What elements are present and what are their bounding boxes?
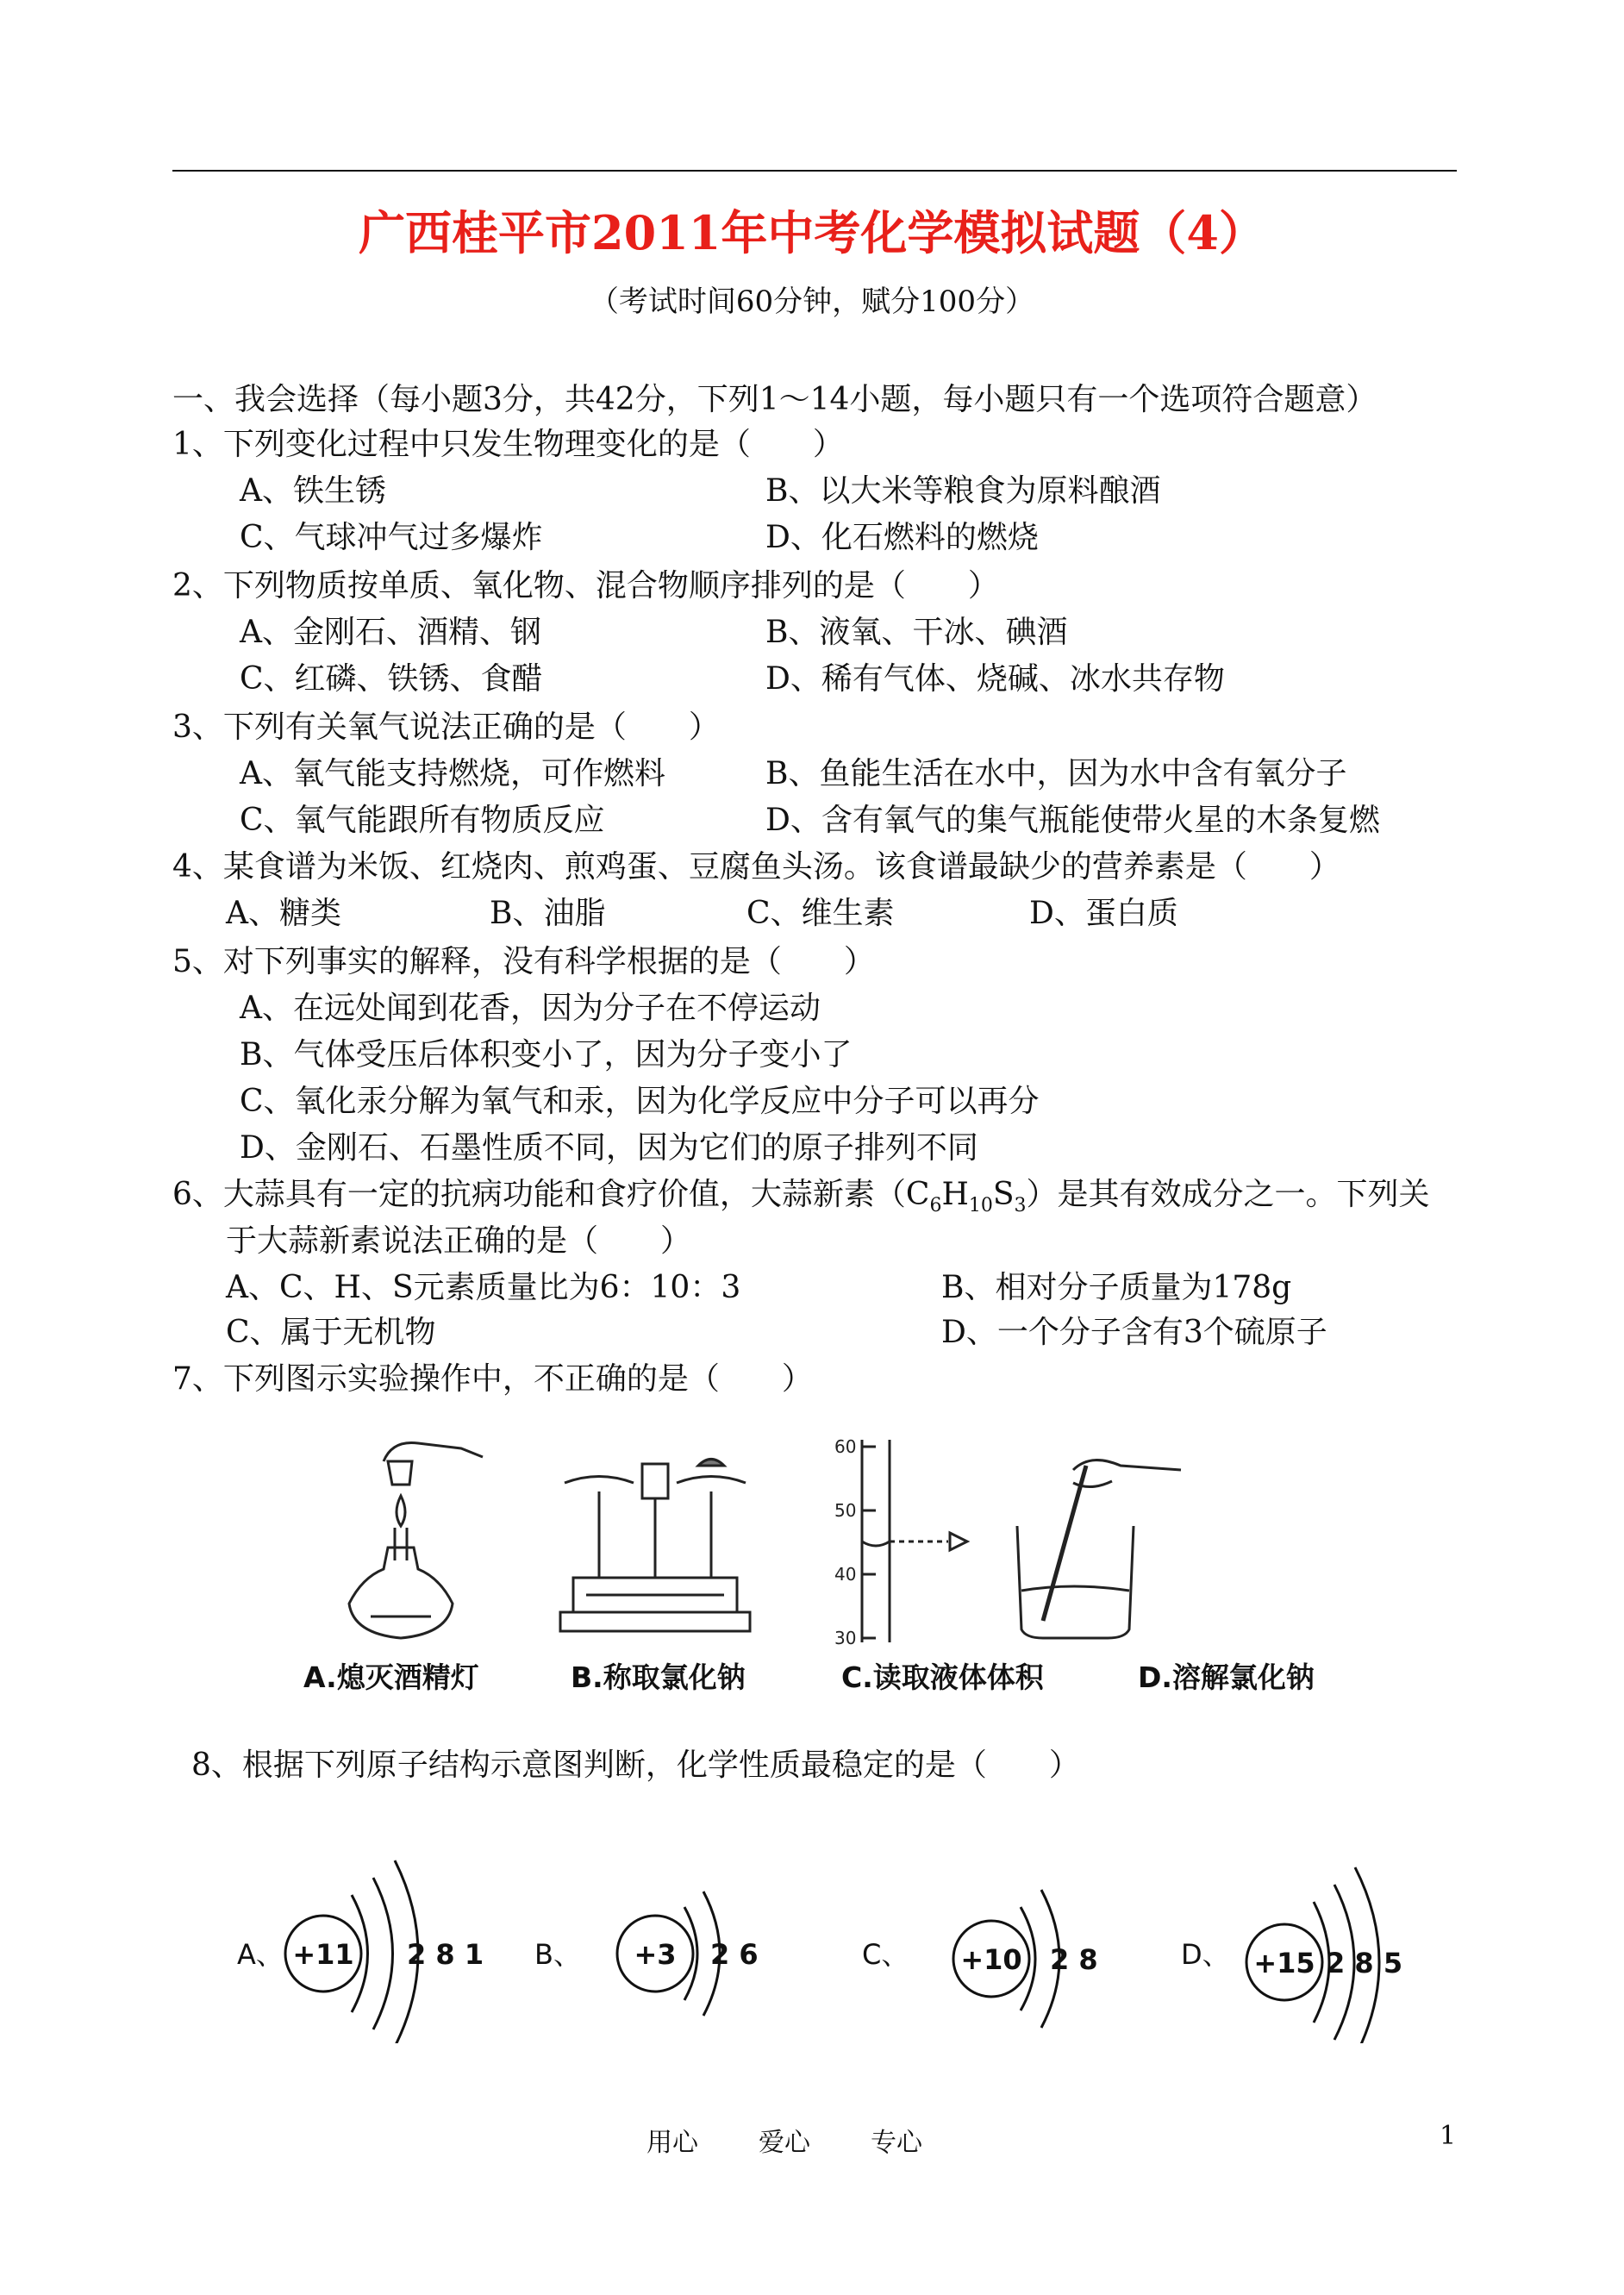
section-heading: 一、我会选择（每小题3分，共42分，下列1～14小题，每小题只有一个选项符合题意） xyxy=(172,382,1377,417)
question-6-option-d: D、一个分子含有3个硫原子 xyxy=(941,1315,1327,1350)
question-4-stem: 4、某食谱为米饭、红烧肉、煎鸡蛋、豆腐鱼头汤。该食谱最缺少的营养素是（ ） xyxy=(172,849,1340,885)
balance-figure xyxy=(560,1460,750,1632)
question-4-option-a: A、糖类 xyxy=(226,896,341,931)
page-number: 1 xyxy=(1440,2121,1457,2151)
question-5-option-d: D、金刚石、石墨性质不同，因为它们的原子排列不同 xyxy=(240,1130,978,1166)
atom-a-electrons: 2 8 1 xyxy=(407,1938,484,1971)
question-1-option-c: C、气球冲气过多爆炸 xyxy=(240,520,543,555)
question-6-option-c: C、属于无机物 xyxy=(226,1315,436,1350)
atom-d-electrons: 2 8 5 xyxy=(1326,1947,1403,1979)
page-title: 广西桂平市2011年中考化学模拟试题（4） xyxy=(359,205,1265,260)
question-2-option-c: C、红磷、铁锈、食醋 xyxy=(240,661,543,697)
question-1-option-d: D、化石燃料的燃烧 xyxy=(765,520,1039,555)
atom-b-electrons: 2 6 xyxy=(710,1938,759,1971)
question-4-option-d: D、蛋白质 xyxy=(1029,896,1178,931)
exam-info: （考试时间60分钟，赋分100分） xyxy=(589,285,1035,319)
question-3-stem: 3、下列有关氧气说法正确的是（ ） xyxy=(172,710,720,745)
question-6-option-b: B、相对分子质量为178g xyxy=(941,1270,1292,1305)
question-7-stem: 7、下列图示实验操作中，不正确的是（ ） xyxy=(172,1361,813,1397)
question-8-stem: 8、根据下列原子结构示意图判断，化学性质最稳定的是（ ） xyxy=(191,1748,1080,1783)
atom-d-letter: D、 xyxy=(1181,1938,1230,1971)
question-4-option-b: B、油脂 xyxy=(490,896,606,931)
question-4-option-c: C、维生素 xyxy=(746,896,895,931)
question-1-stem: 1、下列变化过程中只发生物理变化的是（ ） xyxy=(172,427,844,462)
question-5-option-b: B、气体受压后体积变小了，因为分子变小了 xyxy=(240,1037,853,1072)
atom-c-charge: +10 xyxy=(960,1943,1022,1976)
figure-label-c: C.读取液体体积 xyxy=(841,1660,1044,1694)
question-2-option-b: B、液氧、干冰、碘酒 xyxy=(765,615,1068,650)
dissolving-beaker-figure xyxy=(1017,1460,1181,1638)
footer-motto-2: 爱心 xyxy=(759,2128,810,2158)
figure-label-d: D.溶解氯化钠 xyxy=(1138,1660,1315,1694)
cylinder-tick-labels xyxy=(834,1436,856,1648)
question-6-stem-line1: 6、大蒜具有一定的抗病功能和食疗价值，大蒜新素$(C_6H_{10}S_3)$是其有效成分之一。下列关 xyxy=(172,1177,1430,1217)
atom-structure-diagrams xyxy=(215,1836,1465,2043)
figure-label-a: A.熄灭酒精灯 xyxy=(303,1660,479,1694)
question-3-option-d: D、含有氧气的集气瓶能使带火星的木条复燃 xyxy=(765,803,1380,838)
atom-b-charge: +3 xyxy=(634,1938,677,1971)
atom-a-letter: A、 xyxy=(237,1938,284,1971)
tick-40: 40 xyxy=(834,1564,857,1585)
graduated-cylinder-figure xyxy=(862,1440,967,1642)
question-6-option-a: A、C、H、S元素质量比为6：10：3 xyxy=(226,1270,741,1305)
tick-60: 60 xyxy=(834,1436,857,1457)
question-3-option-a: A、氧气能支持燃烧，可作燃料 xyxy=(240,756,665,791)
question-3-option-c: C、氧气能跟所有物质反应 xyxy=(240,803,605,838)
tick-50: 50 xyxy=(834,1500,857,1521)
atom-d-charge: +15 xyxy=(1253,1947,1315,1979)
atom-c-letter: C、 xyxy=(862,1938,909,1971)
figure-label-b: B.称取氯化钠 xyxy=(571,1660,746,1694)
atom-c-electrons: 2 8 xyxy=(1050,1943,1098,1976)
alcohol-lamp-figure xyxy=(349,1442,483,1638)
footer-motto-1: 用心 xyxy=(646,2128,698,2158)
tick-30: 30 xyxy=(834,1628,857,1648)
question-3-option-b: B、鱼能生活在水中，因为水中含有氧分子 xyxy=(765,756,1347,791)
question-5-stem: 5、对下列事实的解释，没有科学根据的是（ ） xyxy=(172,944,875,979)
question-2-option-d: D、稀有气体、烧碱、冰水共存物 xyxy=(765,661,1225,697)
atom-a-charge: +11 xyxy=(292,1938,354,1971)
header-rule xyxy=(172,170,1457,172)
question-2-option-a: A、金刚石、酒精、钢 xyxy=(240,615,541,650)
question-1-option-b: B、以大米等粮食为原料酿酒 xyxy=(765,473,1161,509)
atom-b-letter: B、 xyxy=(534,1938,581,1971)
question-2-stem: 2、下列物质按单质、氧化物、混合物顺序排列的是（ ） xyxy=(172,568,999,603)
question-5-option-a: A、在远处闻到花香，因为分子在不停运动 xyxy=(240,991,821,1026)
question-5-option-c: C、氧化汞分解为氧气和汞，因为化学反应中分子可以再分 xyxy=(240,1084,1040,1119)
question-6-stem-line2: 于大蒜新素说法正确的是（ ） xyxy=(226,1223,692,1259)
footer-motto-3: 专心 xyxy=(871,2128,922,2158)
lab-operation-figures xyxy=(310,1431,1388,1655)
question-1-option-a: A、铁生锈 xyxy=(240,473,386,509)
